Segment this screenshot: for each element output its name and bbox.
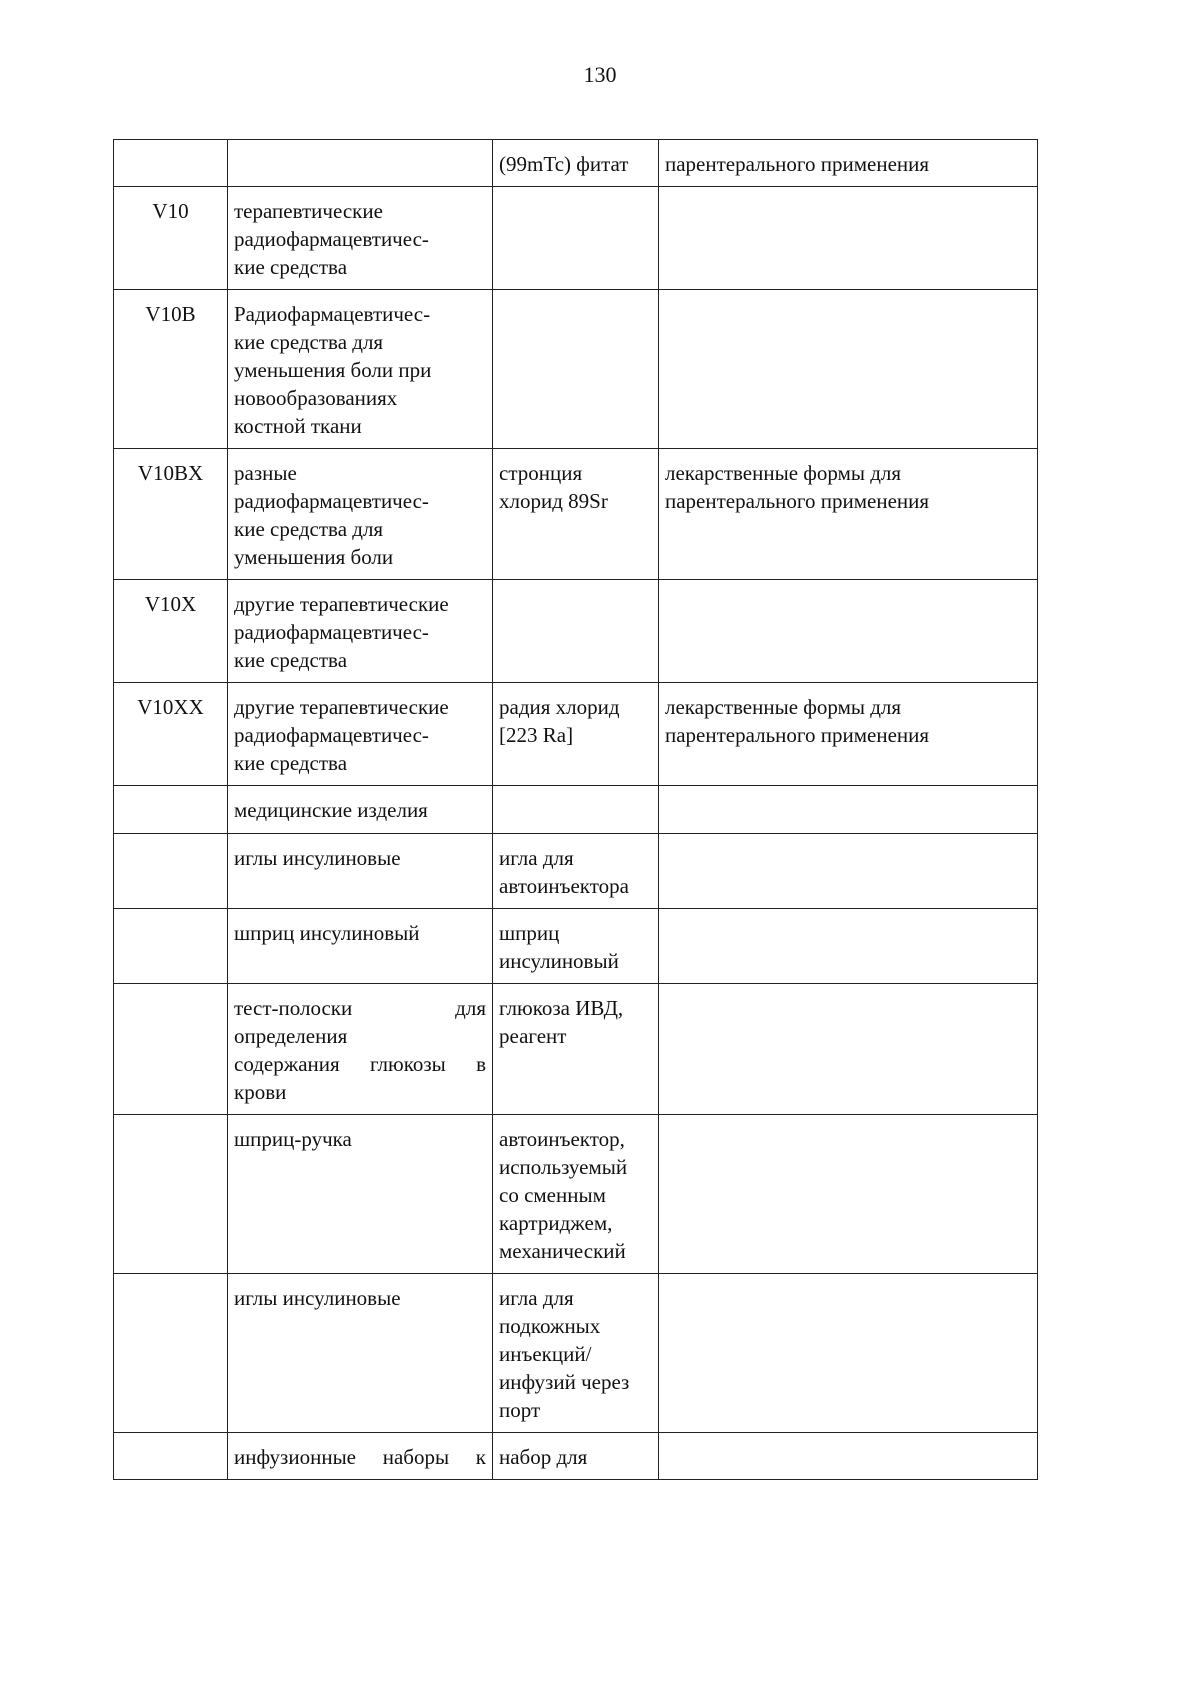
drug-name-cell [493,683,659,786]
table-row [114,683,1038,786]
cell-text-line: другие терапевтические [234,695,449,719]
table-row [114,1433,1038,1480]
cell-text-line: определения [234,1024,348,1048]
group-name-cell [228,290,493,449]
cell-text-line: (99mTc) фитат [499,152,629,176]
cell-text-line: парентерального применения [665,489,930,513]
cell-text-line: V10XX [137,695,204,719]
cell-text-line: порт [499,1398,541,1422]
group-name-cell [228,1433,493,1480]
group-name-cell [228,1274,493,1433]
dosage-form-cell [659,1115,1038,1274]
cell-text-line: лекарственные формы для [665,461,902,485]
table-row [114,1115,1038,1274]
drug-name-cell [493,1274,659,1433]
atc-code-cell [114,449,228,580]
drug-list-table [113,139,1038,1480]
cell-text-line: крови [234,1080,287,1104]
cell-text-line: со сменным [499,1183,606,1207]
cell-text-line: инфузий через [499,1370,630,1394]
cell-text-line: тест-полоски для [234,996,486,1020]
atc-code-cell [114,683,228,786]
cell-text-line: уменьшения боли [234,545,394,569]
drug-name-cell [493,984,659,1115]
cell-text-line: радиофармацевтичес- [234,620,429,644]
drug-name-cell [493,1433,659,1480]
drug-name-cell [493,1115,659,1274]
cell-text-line: терапевтические [234,199,383,223]
atc-code-cell [114,1274,228,1433]
table-row [114,909,1038,984]
cell-text-line: используемый [499,1155,628,1179]
dosage-form-cell [659,683,1038,786]
atc-code-cell [114,290,228,449]
cell-text-line: иглы инсулиновые [234,1286,401,1310]
atc-code-cell [114,140,228,187]
atc-code-cell [114,187,228,290]
drug-name-cell [493,786,659,834]
dosage-form-cell [659,834,1038,909]
drug-name-cell [493,580,659,683]
dosage-form-cell [659,187,1038,290]
cell-text-line: реагент [499,1024,567,1048]
cell-text-line: подкожных [499,1314,601,1338]
cell-text-line: другие терапевтические [234,592,449,616]
drug-name-cell [493,187,659,290]
cell-text-line: инсулиновый [499,949,619,973]
cell-text-line: кие средства для [234,517,384,541]
cell-text-line: иглы инсулиновые [234,846,401,870]
cell-text-line: новообразованиях [234,386,398,410]
group-name-cell [228,140,493,187]
drug-name-cell [493,140,659,187]
atc-code-cell [114,1433,228,1480]
cell-text-line: шприц [499,921,560,945]
cell-text-line: V10BX [137,461,204,485]
table-row [114,786,1038,834]
cell-text-line: шприц инсулиновый [234,921,420,945]
table-row [114,140,1038,187]
table-row [114,187,1038,290]
cell-text-line: кие средства для [234,330,384,354]
cell-text-line: [223 Ra] [499,723,574,747]
dosage-form-cell [659,1433,1038,1480]
cell-text-line: радия хлорид [499,695,620,719]
cell-text-line: костной ткани [234,414,362,438]
page-number: 130 [583,62,617,87]
table-row [114,290,1038,449]
dosage-form-cell [659,449,1038,580]
dosage-form-cell [659,1274,1038,1433]
atc-code-cell [114,834,228,909]
group-name-cell [228,834,493,909]
cell-text-line: V10 [152,199,189,223]
cell-text-line: игла для [499,846,574,870]
group-name-cell [228,1115,493,1274]
cell-text-line: V10B [145,302,196,326]
dosage-form-cell [659,140,1038,187]
cell-text-line: V10X [144,592,197,616]
cell-text-line: инфузионные наборы к [234,1445,486,1469]
cell-text-line: глюкоза ИВД, [499,996,624,1020]
atc-code-cell [114,909,228,984]
cell-text-line: парентерального применения [665,723,930,747]
cell-text-line: игла для [499,1286,574,1310]
dosage-form-cell [659,984,1038,1115]
atc-code-cell [114,580,228,683]
group-name-cell [228,580,493,683]
group-name-cell [228,909,493,984]
cell-text-line: медицинские изделия [234,798,428,822]
drug-name-cell [493,449,659,580]
cell-text-line: кие средства [234,751,348,775]
table-row [114,449,1038,580]
group-name-cell [228,984,493,1115]
cell-text-line: парентерального применения [665,152,930,176]
cell-text-line: содержания глюкозы в [234,1052,486,1076]
table-row [114,1274,1038,1433]
cell-text-line: Радиофармацевтичес- [234,302,431,326]
cell-text-line: автоинъектор, [499,1127,625,1151]
atc-code-cell [114,1115,228,1274]
group-name-cell [228,786,493,834]
cell-text-line: шприц-ручка [234,1127,352,1151]
cell-text-line: стронция [499,461,583,485]
drug-name-cell [493,290,659,449]
group-name-cell [228,449,493,580]
cell-text-line: кие средства [234,255,348,279]
cell-text-line: радиофармацевтичес- [234,723,429,747]
cell-text-line: инъекций/ [499,1342,592,1366]
cell-text-line: радиофармацевтичес- [234,227,429,251]
cell-text-line: автоинъектора [499,874,629,898]
dosage-form-cell [659,909,1038,984]
atc-code-cell [114,786,228,834]
group-name-cell [228,187,493,290]
cell-text-line: хлорид 89Sr [499,489,608,513]
table-row [114,834,1038,909]
drug-name-cell [493,834,659,909]
dosage-form-cell [659,786,1038,834]
cell-text-line: радиофармацевтичес- [234,489,429,513]
cell-text-line: картриджем, [499,1211,613,1235]
cell-text-line: механический [499,1239,626,1263]
cell-text-line: кие средства [234,648,348,672]
dosage-form-cell [659,290,1038,449]
cell-text-line: разные [234,461,297,485]
group-name-cell [228,683,493,786]
dosage-form-cell [659,580,1038,683]
drug-name-cell [493,909,659,984]
table-row [114,580,1038,683]
cell-text-line: набор для [499,1445,588,1469]
atc-code-cell [114,984,228,1115]
table-row [114,984,1038,1115]
cell-text-line: лекарственные формы для [665,695,902,719]
cell-text-line: уменьшения боли при [234,358,432,382]
